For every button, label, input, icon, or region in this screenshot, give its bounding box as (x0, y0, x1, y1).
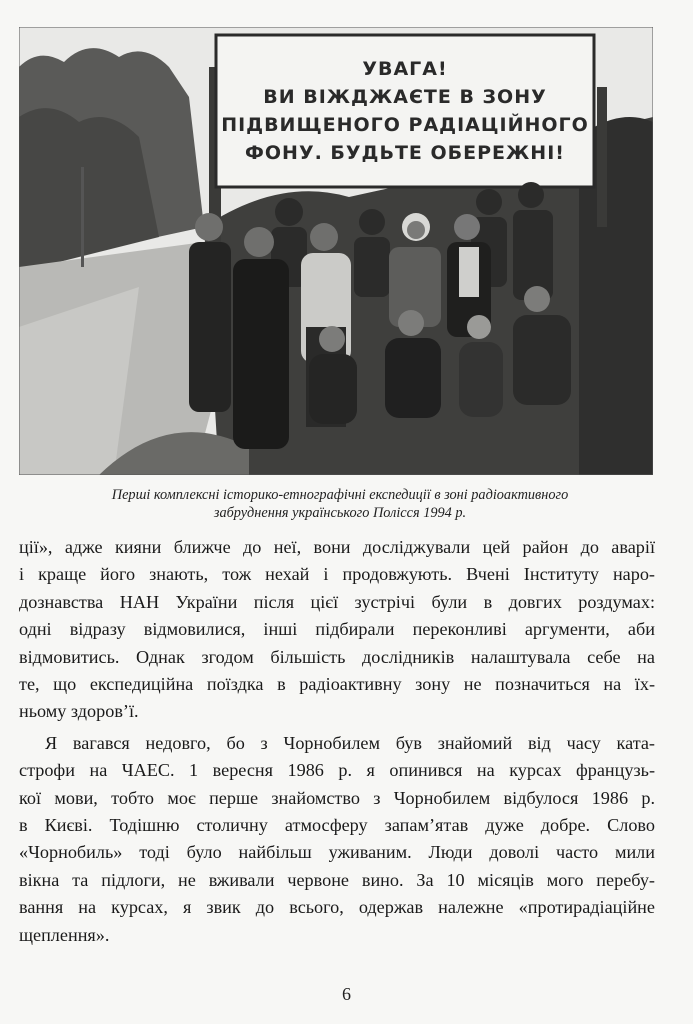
photo-caption (40, 486, 640, 522)
sign-line-4: ФОНУ. БУДЬТЕ ОБЕРЕЖНІ! (245, 142, 565, 164)
text-line: строфи на ЧАЕС. 1 вересня 1986 р. я опинився на курсах французь- (19, 760, 655, 781)
text-line: вікна та підлоги, не вживали червоне вино. За 10 місяців мого перебу- (19, 869, 655, 890)
page-number: 6 (342, 984, 351, 1004)
text-line: щеплення». (19, 924, 110, 945)
text-line: «Чорнобиль» тоді було найбільш уживаним. Люди доволі часто мили (19, 842, 655, 863)
text-line: одні відразу відмовилися, інші підбирали переконливі аргументи, аби (19, 619, 655, 640)
text-line: Я вагався недовго, бо з Чорнобилем був знайомий від часу ката- (45, 732, 655, 753)
text-line: кої мови, тобто моє перше знайомство з Чорнобилем відбулося 1986 р. (19, 787, 655, 808)
text-line: ції», адже кияни ближче до неї, вони досліджували цей район до аварії (19, 537, 655, 557)
caption-line-1: Перші комплексні історико-етнографічні експедиції в зоні радіоактивного (111, 487, 569, 503)
text-line: дознавства НАН України після цієї зустрічі були в довгих роздумах: (19, 591, 655, 612)
text-line: те, що експедиційна поїздка в радіоактивну зону не позначиться на їх- (19, 674, 655, 695)
text-line: відмовитись. Однак згодом більшість дослідників налаштувала себе на (19, 646, 655, 667)
sign-line-2: ВИ ВІЖДЖАЄТЕ В ЗОНУ (263, 86, 547, 108)
photo-illustration (19, 27, 653, 475)
paragraph-2 (19, 730, 655, 949)
text-line: в Києві. Тодішню столичну атмосферу запам’ятав дуже добре. Слово (19, 815, 655, 836)
paragraph-1 (19, 534, 655, 726)
body-text (19, 534, 655, 949)
sign-line-1: УВАГА! (362, 58, 448, 80)
text-line: вання на курсах, я звик до всього, одержав належне «протирадіаційне (19, 897, 655, 918)
group-photo (19, 27, 653, 475)
sign-line-3: ПІДВИЩЕНОГО РАДІАЦІЙНОГО (221, 114, 589, 136)
caption-line-2: забруднення українського Полісся 1994 р. (213, 505, 467, 521)
text-line: ньому здоров’ї. (19, 701, 139, 722)
text-line: і краще його знають, тож нехай і продовжують. Вчені Інституту наро- (19, 564, 655, 585)
